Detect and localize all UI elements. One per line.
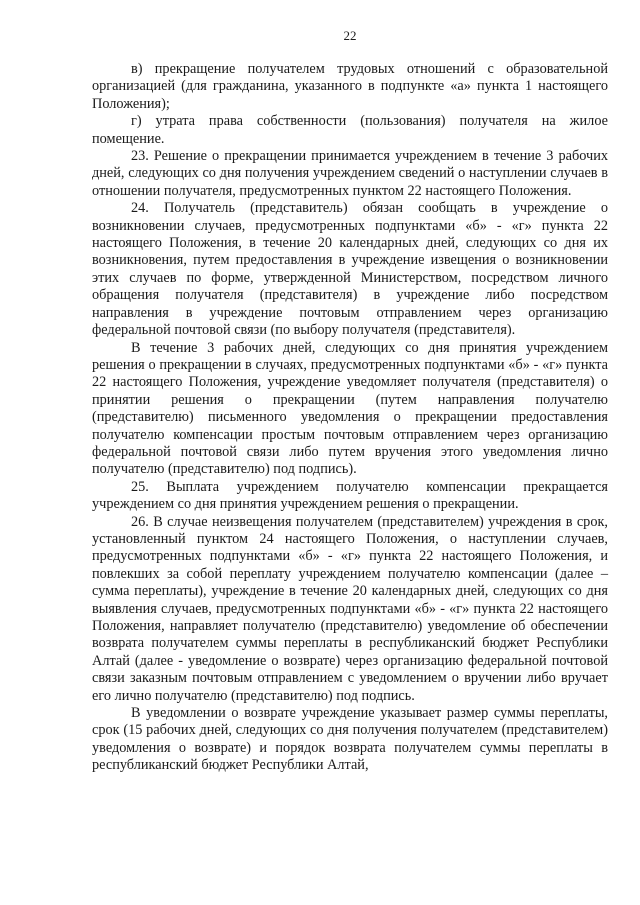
paragraph-24: 24. Получатель (представитель) обязан сообщать в учреждение о возникновении случаев, предусмотренных подпунктами «б» - «г» пункта 22 настоящего Положения, в течение 20 календарных дней, следующих со дня их возникновения, путем предоставления в учреждение извещения о возникновении этих случаев по форме, утвержденной Министерством, посредством личного обращения получателя (представителя) в учреждение либо посредством направления в учреждение почтовым отправлением через организацию федеральной почтовой связи (по выбору получателя (представителя). (92, 200, 608, 339)
paragraph-item-g: г) утрата права собственности (пользования) получателя на жилое помещение. (92, 113, 608, 147)
paragraph-item-v: в) прекращение получателем трудовых отношений с образовательной организацией (для гражданина, указанного в подпункте «а» пункта 1 настоящего Положения); (92, 61, 608, 112)
paragraph-23: 23. Решение о прекращении принимается учреждением в течение 3 рабочих дней, следующих со дня получения учреждением сведений о наступлении случаев в отношении получателя, предусмотренных пунктом 22 настоящего Положения. (92, 148, 608, 199)
paragraph-26-return-notice: В уведомлении о возврате учреждение указывает размер суммы переплаты, срок (15 рабочих дней, следующих со дня получения получателем (представителем) уведомления о возврате) и порядок возврата получателем суммы переплаты в республиканский бюджет Республики Алтай, (92, 705, 608, 774)
paragraph-25: 25. Выплата учреждением получателю компенсации прекращается учреждением со дня принятия учреждением решения о прекращении. (92, 478, 608, 513)
paragraph-24-notice: В течение 3 рабочих дней, следующих со дня принятия учреждением решения о прекращении в случаях, предусмотренных подпунктами «б» - «г» пункта 22 настоящего Положения, учреждение уведомляет получателя (представителя) о принятии решения о прекращении (путем направления получателю (представителю) письменного уведомления о прекращении предоставления получателю компенсации простым почтовым отправлением через организацию федеральной почтовой связи либо путем вручения этого уведомления лично получателю (представителю) под подпись). (92, 339, 608, 478)
page-number: 22 (343, 28, 357, 43)
paragraph-26: 26. В случае неизвещения получателем (представителем) учреждения в срок, установленный пунктом 24 настоящего Положения, о наступлении случаев, предусмотренных подпунктами «б» - «г» пункта 22 настоящего Положения, и повлекших за собой переплату учреждением получателю компенсации (далее – сумма переплаты), учреждение в течение 20 календарных дней, следующих со дня выявления случаев, предусмотренных подпунктами «б» - «г» пункта 22 настоящего Положения, направляет получателю (представителю) уведомление об обеспечении возврата получателем суммы переплаты в республиканский бюджет Республики Алтай (далее - уведомление о возврате) через организацию федеральной почтовой связи заказным почтовым отправлением с уведомлением о вручении либо вручает его лично получателю (представителю) под подпись. (92, 513, 608, 704)
document-body (92, 61, 608, 775)
